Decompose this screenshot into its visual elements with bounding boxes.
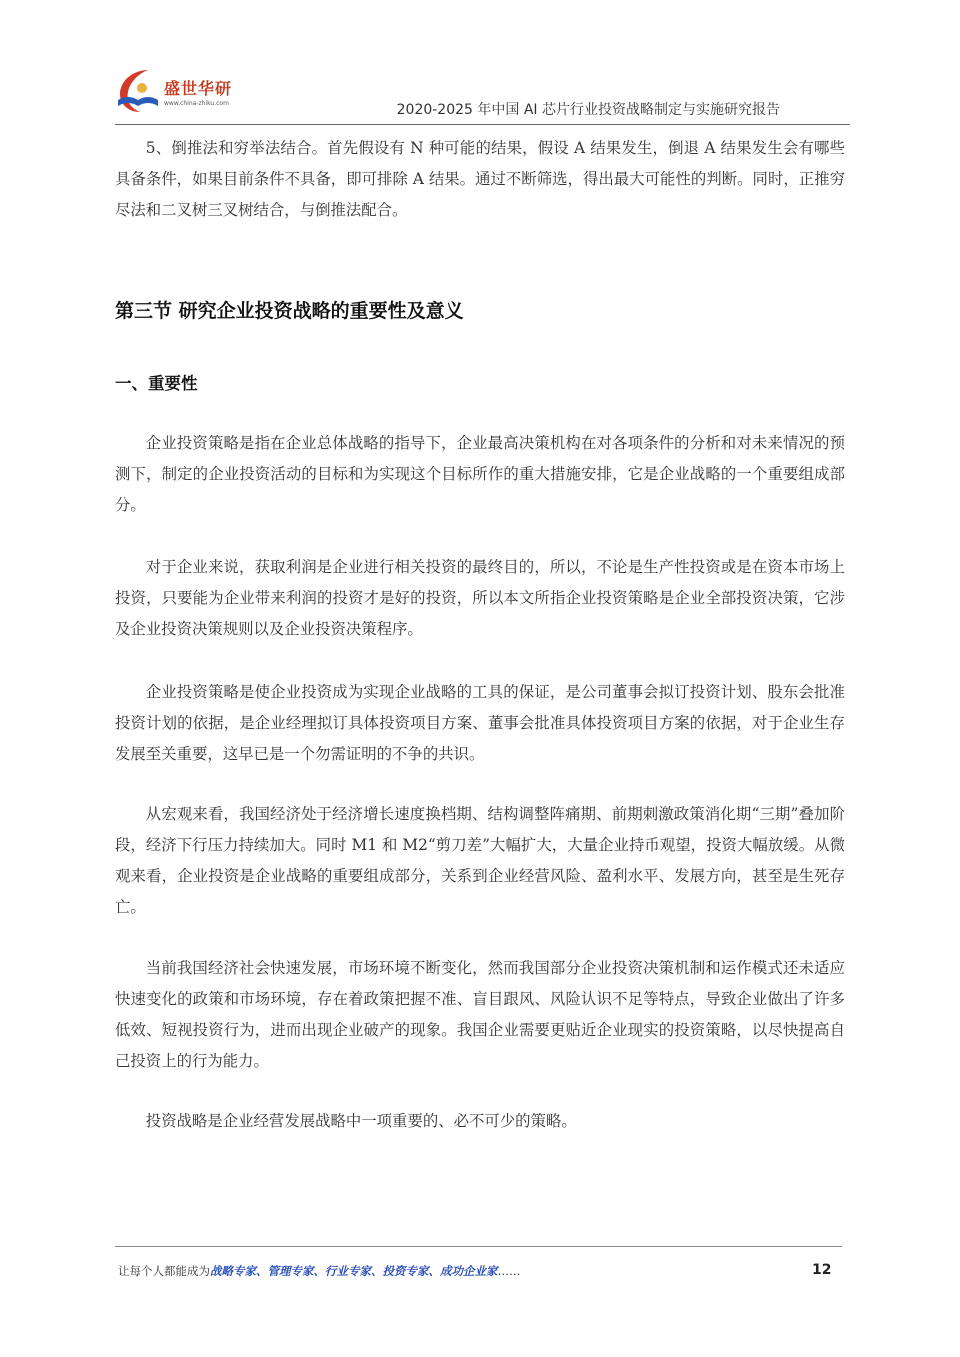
company-logo (112, 66, 262, 122)
slogan-suffix: …… (497, 1264, 521, 1278)
body-paragraph: 当前我国经济社会快速发展，市场环境不断变化，然而我国部分企业投资决策机制和运作模式还未适应快速变化的政策和市场环境，存在着政策把握不准、盲目跟风、风险认识不足等特点，导致企业做出了许多低效、短视投资行为，进而出现企业破产的现象。我国企业需要更贴近企业现实的投资策略，以尽快提高自己投资上的行为能力。 (115, 959, 845, 1070)
logo-emblem-icon (112, 66, 164, 116)
footer-slogan (118, 1263, 521, 1279)
section-heading: 第三节 研究企业投资战略的重要性及意义 (115, 300, 464, 322)
intro-paragraph: 5、倒推法和穷举法结合。首先假设有 N 种可能的结果，假设 A 结果发生，倒退 A 结果发生会有哪些具备条件，如果目前条件不具备，即可排除 A 结果。通过不断筛选，得出最大可能性的判断。同时，正推穷尽法和二叉树三叉树结合，与倒推法配合。 (115, 139, 845, 219)
logo-name: 盛世华研 (164, 79, 233, 98)
header-divider (115, 124, 850, 125)
page-number: 12 (812, 1262, 832, 1278)
logo-url: www.china-zhiku.com (164, 100, 229, 107)
body-paragraph: 企业投资策略是指在企业总体战略的指导下，企业最高决策机构在对各项条件的分析和对未来情况的预测下，制定的企业投资活动的目标和为实现这个目标所作的重大措施安排，它是企业战略的一个重要组成部分。 (115, 434, 845, 514)
body-paragraph: 对于企业来说，获取利润是企业进行相关投资的最终目的，所以，不论是生产性投资或是在资本市场上投资，只要能为企业带来利润的投资才是好的投资，所以本文所指企业投资策略是企业全部投资决策，它涉及企业投资决策规则以及企业投资决策程序。 (115, 558, 845, 638)
subsection-heading: 一、重要性 (115, 374, 198, 393)
footer-divider (115, 1246, 842, 1247)
page-header (0, 0, 960, 130)
slogan-prefix: 让每个人都能成为 (118, 1264, 210, 1278)
body-paragraph: 企业投资策略是使企业投资成为实现企业战略的工具的保证，是公司董事会拟订投资计划、股东会批准投资计划的依据，是企业经理拟订具体投资项目方案、董事会批准具体投资项目方案的依据，对于企业生存发展至关重要，这早已是一个勿需证明的不争的共识。 (115, 683, 845, 763)
body-paragraph: 从宏观来看，我国经济处于经济增长速度换档期、结构调整阵痛期、前期刺激政策消化期“三期”叠加阶段，经济下行压力持续加大。同时 M1 和 M2“剪刀差”大幅扩大，大量企业持币观望，投资大幅放缓。从微观来看，企业投资是企业战略的重要组成部分，关系到企业经营风险、盈利水平、发展方向，甚至是生死存亡。 (115, 805, 845, 916)
report-title: 2020-2025 年中国 AI 芯片行业投资战略制定与实施研究报告 (396, 102, 780, 118)
body-paragraph: 投资战略是企业经营发展战略中一项重要的、必不可少的策略。 (145, 1112, 577, 1130)
slogan-highlight: 战略专家、管理专家、行业专家、投资专家、成功企业家 (210, 1264, 498, 1278)
